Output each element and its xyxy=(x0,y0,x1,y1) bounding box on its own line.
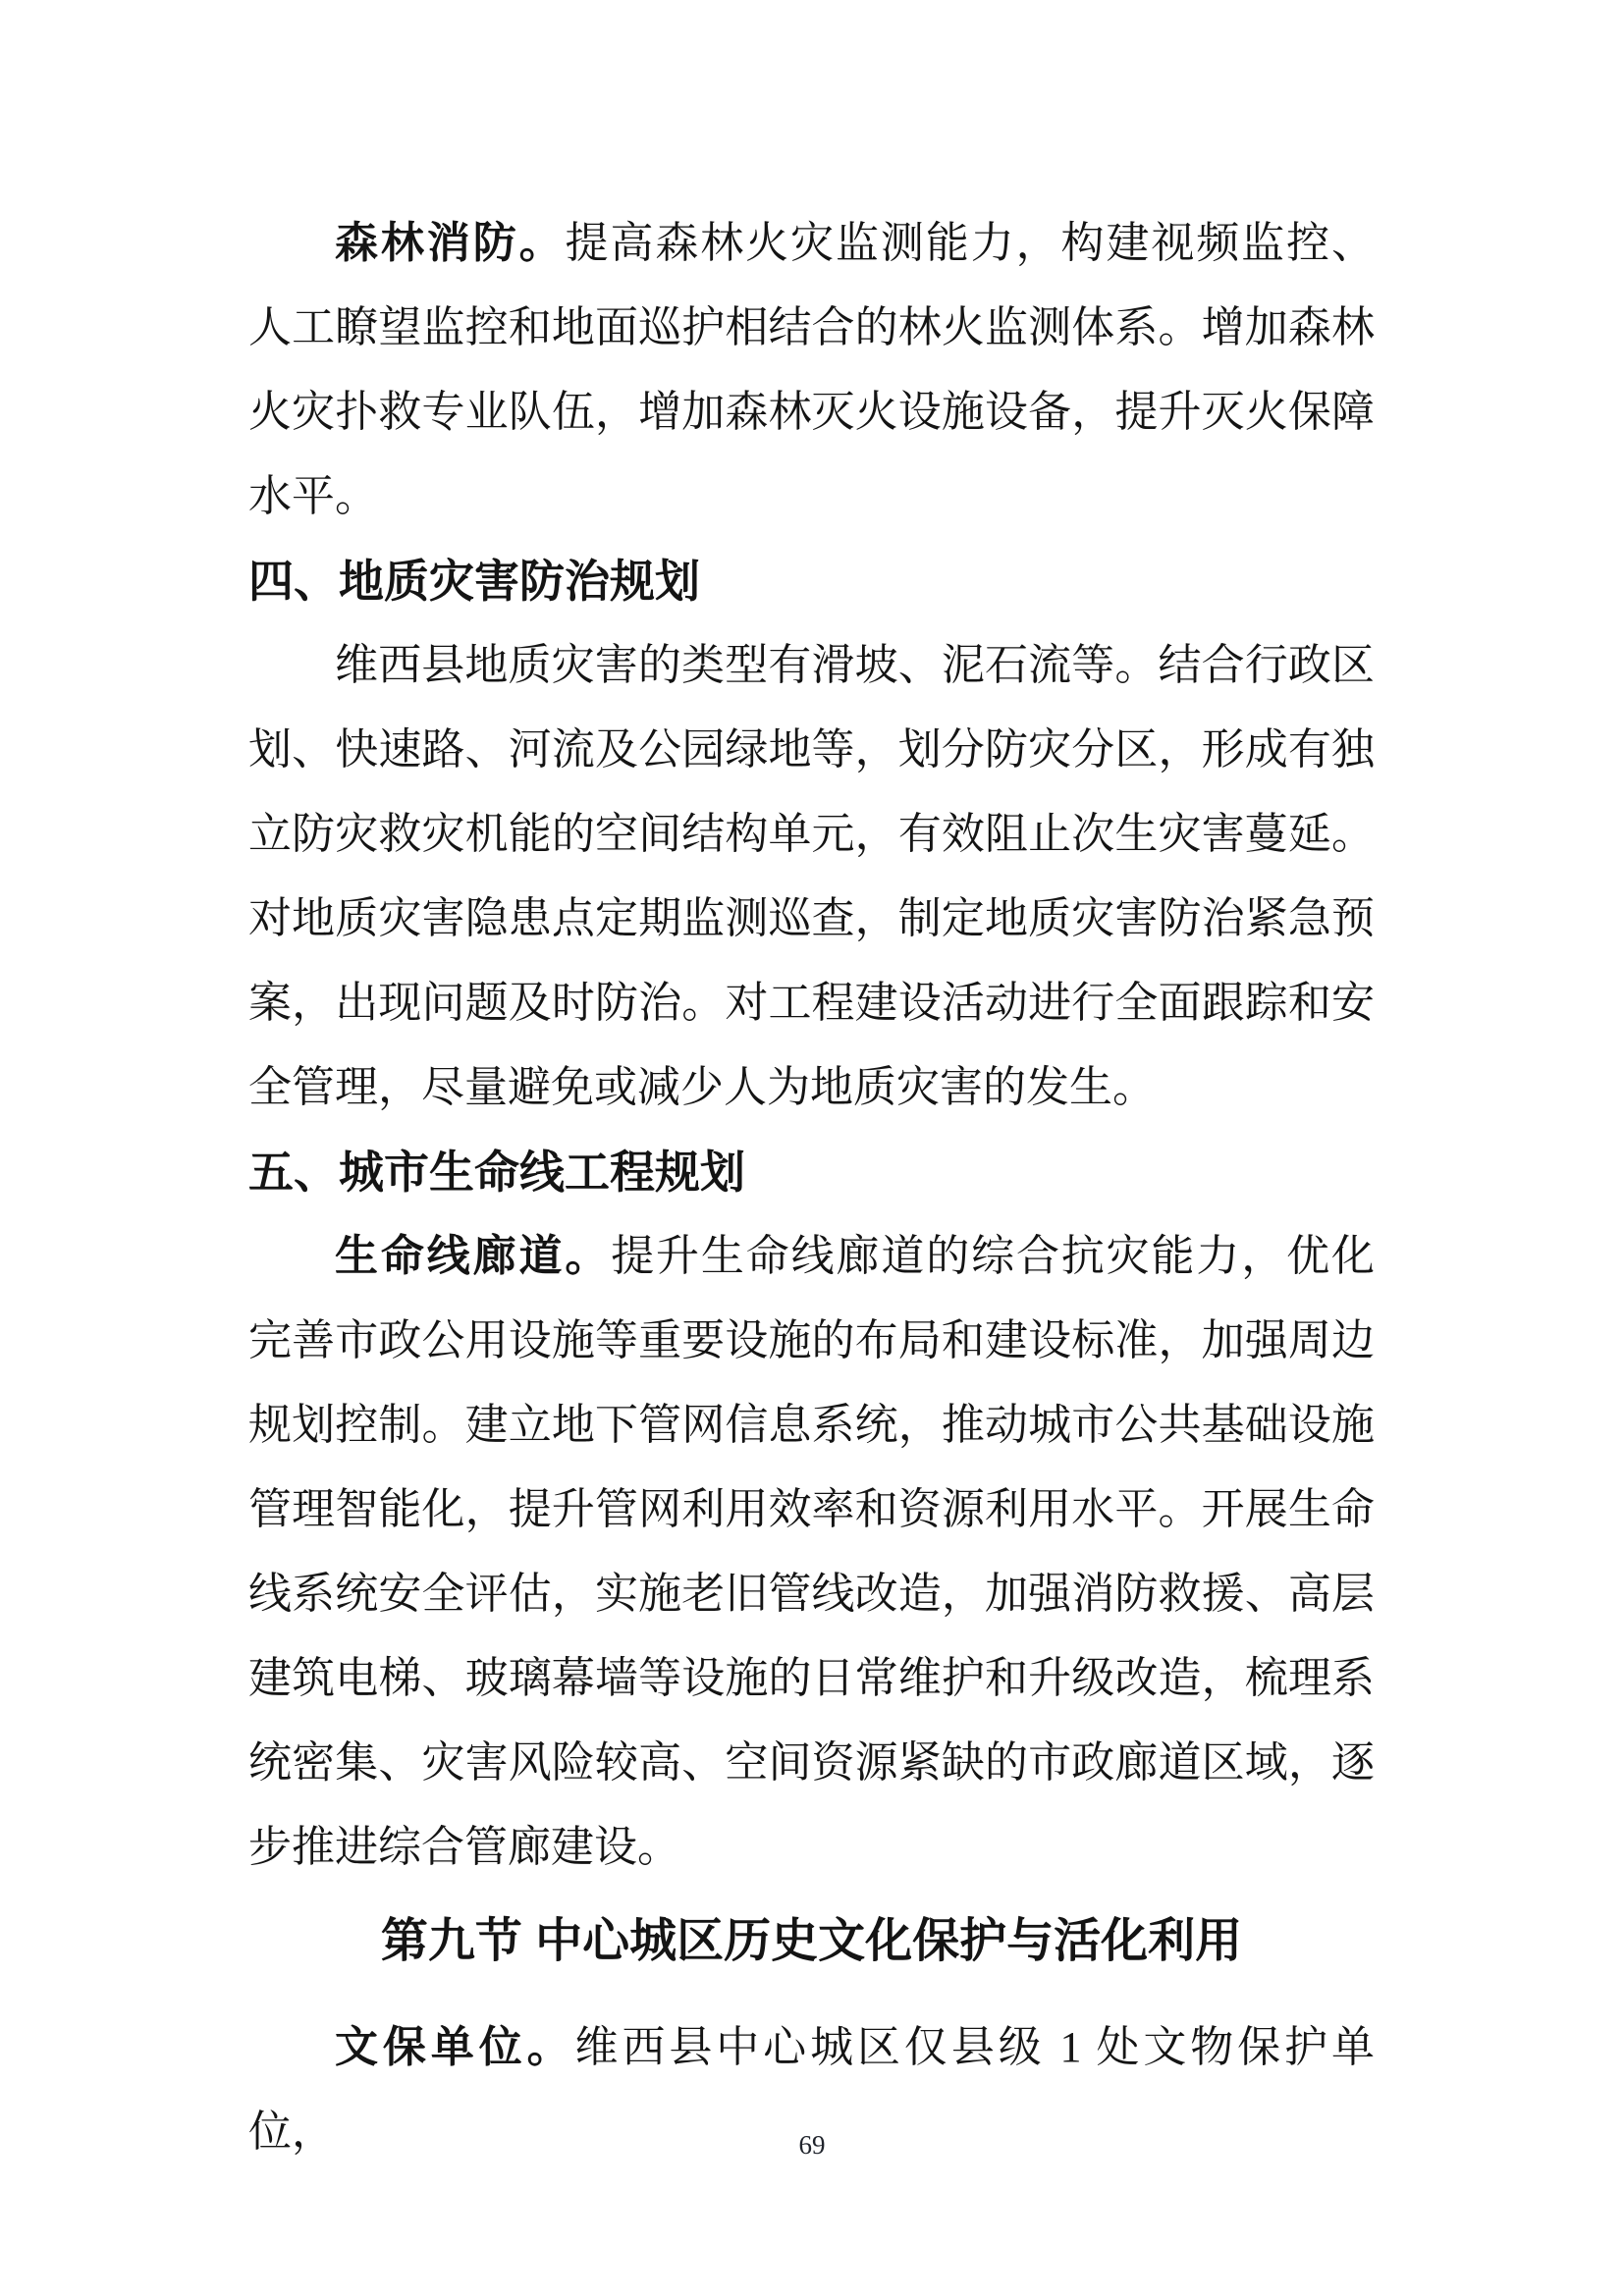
paragraph-lifeline-corridor xyxy=(248,1214,1375,1890)
paragraph-geological-disaster: 维西县地质灾害的类型有滑坡、泥石流等。结合行政区划、快速路、河流及公园绿地等，划分防灾分区，形成有独立防灾救灾机能的空间结构单元，有效阻止次生灾害蔓延。对地质灾害隐患点定期监测巡查，制定地质灾害防治紧急预案，出现问题及时防治。对工程建设活动进行全面跟踪和安全管理，尽量避免或减少人为地质灾害的发生。 xyxy=(248,641,1375,1111)
document-body xyxy=(248,201,1375,2174)
paragraph-lead-heritage-units: 文保单位。 xyxy=(335,2023,575,2071)
page-number: 69 xyxy=(798,2130,826,2160)
section-heading-historic-culture: 第九节 中心城区历史文化保护与活化利用 xyxy=(380,1915,1243,1967)
paragraph-text-forest-fire: 提高森林火灾监测能力，构建视频监控、人工瞭望监控和地面巡护相结合的林火监测体系。增加森林火灾扑救专业队伍，增加森林灭火设施设备，提升灭火保障水平。 xyxy=(248,219,1375,520)
heading-geological-disaster-plan: 四、地质灾害防治规划 xyxy=(248,556,700,607)
paragraph-text-lifeline-corridor: 提升生命线廊道的综合抗灾能力，优化完善市政公用设施等重要设施的布局和建设标准，加强周边规划控制。建立地下管网信息系统，推动城市公共基础设施管理智能化，提升管网利用效率和资源利用水平。开展生命线系统安全评估，实施老旧管线改造，加强消防救援、高层建筑电梯、玻璃幕墙等设施的日常维护和升级改造，梳理系统密集、灾害风险较高、空间资源紧缺的市政廊道区域，逐步推进综合管廊建设。 xyxy=(248,1232,1376,1871)
paragraph-lead-lifeline-corridor: 生命线廊道。 xyxy=(335,1232,612,1280)
heading-city-lifeline-plan: 五、城市生命线工程规划 xyxy=(248,1147,745,1198)
paragraph-forest-fire xyxy=(248,201,1375,539)
paragraph-text-heritage-units: 维西县中心城区仅县级 1 处文物保护单位， xyxy=(248,2023,1375,2156)
paragraph-lead-forest-fire: 森林消防。 xyxy=(335,219,566,267)
